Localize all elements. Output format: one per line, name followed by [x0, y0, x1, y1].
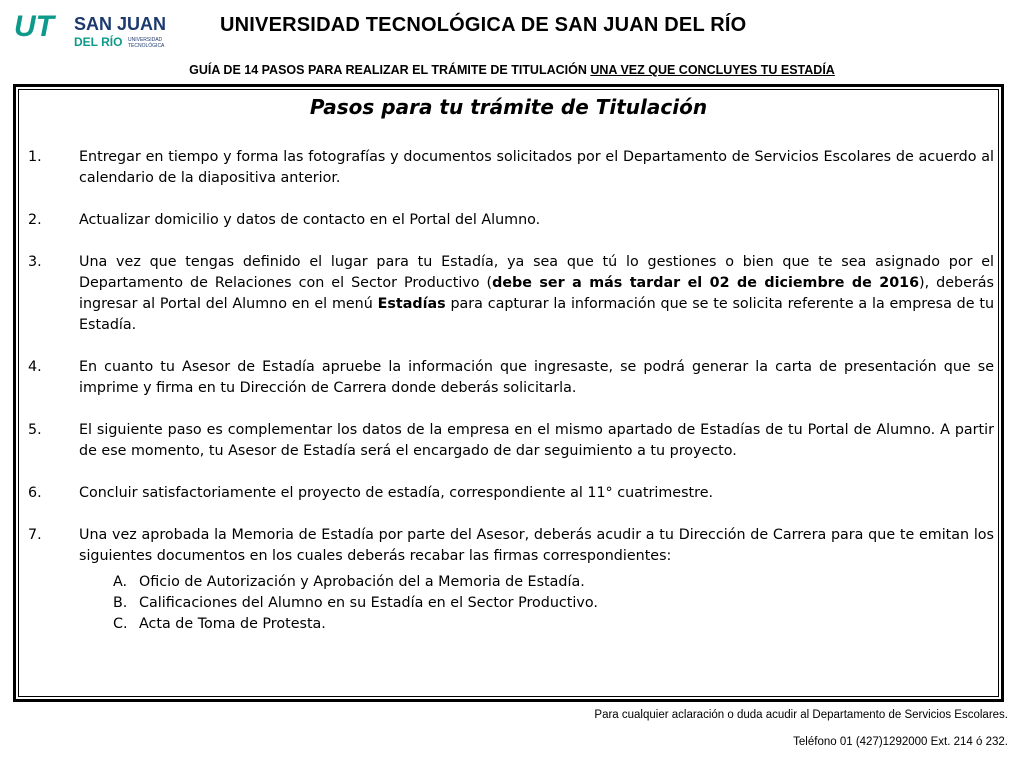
guide-prefix: GUÍA DE 14 PASOS PARA REALIZAR EL TRÁMITE DE TITULACIÓN [189, 63, 591, 77]
step-number: 3. [28, 254, 42, 270]
document-letter: A. [113, 574, 128, 590]
logo-san-juan: SAN JUAN [74, 14, 167, 34]
step-text: El siguiente paso es complementar los datos de la empresa en el mismo apartado de Estadías de tu Portal de Alumno. A partir de ese momento, tu Asesor de Estadía será el encargado de dar seguimiento a tu proyecto. [79, 422, 994, 459]
step-item [28, 357, 994, 399]
document-text: Acta de Toma de Protesta. [139, 616, 326, 632]
logo-del-rio: DEL RÍO [74, 35, 123, 49]
document-item [113, 572, 994, 593]
step-number: 5. [28, 422, 42, 438]
step-text: Concluir satisfactoriamente el proyecto de estadía, correspondiente al 11° cuatrimestre. [79, 485, 714, 501]
document-list [79, 572, 994, 635]
step-number: 2. [28, 212, 42, 228]
document-letter: C. [113, 616, 128, 632]
step-item [28, 420, 994, 462]
step-text: Actualizar domicilio y datos de contacto en el Portal del Alumno. [79, 212, 541, 228]
logo-small-2: TECNOLÓGICA [128, 43, 165, 49]
document-item [113, 593, 994, 614]
step-deadline: debe ser a más tardar el 02 de diciembre de 2016 [492, 275, 920, 291]
step-item [28, 252, 994, 336]
step-text [79, 254, 994, 333]
document-letter: B. [113, 595, 128, 611]
document-item [113, 614, 994, 635]
step-menu-name: Estadías [377, 296, 446, 312]
step-number: 4. [28, 359, 42, 375]
logo-small-1: UNIVERSIDAD [128, 37, 163, 43]
university-title: UNIVERSIDAD TECNOLÓGICA DE SAN JUAN DEL RÍO [220, 14, 747, 36]
footer-contact-note: Para cualquier aclaración o duda acudir al Departamento de Servicios Escolares. [594, 709, 1008, 721]
document-text: Oficio de Autorización y Aprobación del a Memoria de Estadía. [139, 574, 585, 590]
page-title: Pasos para tu trámite de Titulación [309, 95, 708, 119]
steps-frame [13, 84, 1004, 702]
step-text-part: para capturar la información que se te solicita referente a la empresa de tu Estadía. [79, 296, 995, 333]
step-item [28, 210, 994, 231]
steps-list [28, 147, 994, 656]
step-number: 7. [28, 527, 42, 543]
footer-phone: Teléfono 01 (427)1292000 Ext. 214 ó 232. [793, 736, 1008, 748]
step-text: Entregar en tiempo y forma las fotografías y documentos solicitados por el Departamento de Servicios Escolares de acuerdo al calendario de la diapositiva anterior. [79, 149, 994, 186]
step-number: 6. [28, 485, 42, 501]
step-item [28, 483, 994, 504]
step-text-part: ), deberás ingresar al Portal del Alumno en el menú [79, 275, 995, 312]
university-logo [12, 6, 172, 50]
step-text: Una vez aprobada la Memoria de Estadía por parte del Asesor, deberás acudir a tu Dirección de Carrera para que te emitan los siguientes documentos en los cuales deberás recabar las firmas correspondientes: [79, 527, 994, 564]
guide-underlined: UNA VEZ QUE CONCLUYES TU ESTADÍA [590, 63, 835, 77]
step-text: En cuanto tu Asesor de Estadía apruebe la información que ingresaste, se podrá generar la carta de presentación que se imprime y firma en tu Dirección de Carrera donde deberás solicitarla. [79, 359, 994, 396]
step-text-part: Una vez que tengas definido el lugar para tu Estadía, ya sea que tú lo gestiones o bien que te sea asignado por el Departamento de Relaciones con el Sector Productivo ( [79, 254, 994, 291]
step-item [28, 147, 994, 189]
document-text: Calificaciones del Alumno en su Estadía en el Sector Productivo. [139, 595, 598, 611]
step-item [28, 525, 994, 635]
logo-ut: UT [14, 10, 54, 43]
guide-subtitle [0, 63, 1024, 77]
step-number: 1. [28, 149, 42, 165]
